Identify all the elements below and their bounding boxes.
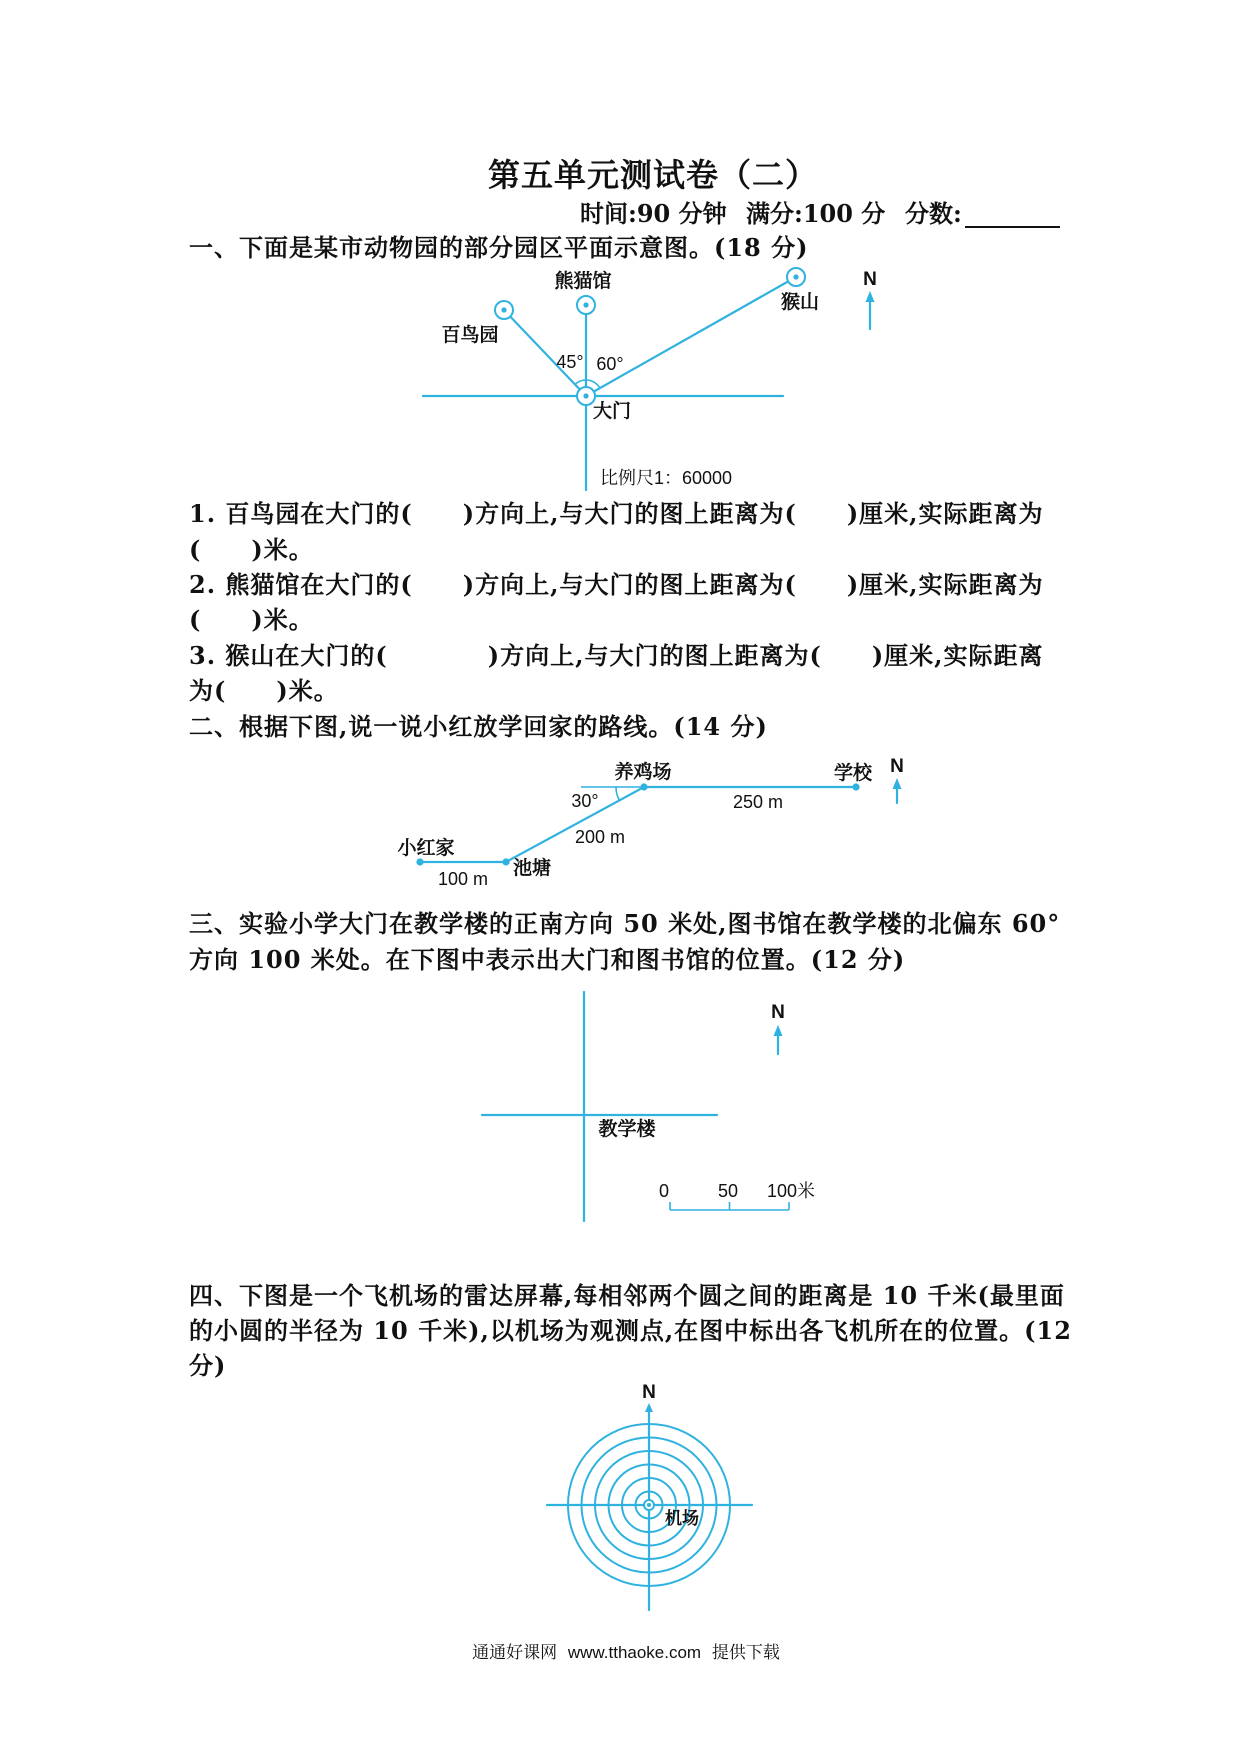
distance-pond-farm: 200 m — [574, 827, 626, 847]
panda-house-marker — [577, 296, 595, 314]
marker-dot — [583, 393, 588, 398]
question-3-line-1: 3. 猴山在大门的( )方向上,与大门的图上距离为( )厘米,实际距离 — [189, 641, 1044, 670]
marker-dot — [583, 302, 588, 307]
pond-label: 池塘 — [512, 857, 552, 879]
section-4-heading-line-1: 四、下图是一个飞机场的雷达屏幕,每相邻两个圆之间的距离是 10 千米(最里面 — [189, 1281, 1065, 1310]
score-blank — [965, 200, 1060, 228]
airport-center-dot — [647, 1503, 651, 1507]
scale-label-0: 0 — [658, 1181, 670, 1201]
score-label: 分数: — [905, 199, 962, 228]
north-label: N — [642, 1382, 656, 1403]
question-2-line-2: ( )米。 — [189, 605, 314, 634]
question-3-line-2: 为( )米。 — [189, 676, 339, 705]
home-label: 小红家 — [397, 837, 455, 859]
angle-label: 30° — [571, 791, 599, 811]
exam-full-score: 满分:100 分 — [746, 199, 886, 228]
question-1-line-1: 1. 百鸟园在大门的( )方向上,与大门的图上距离为( )厘米,实际距离为 — [189, 499, 1044, 528]
page-footer: 通通好课网 www.tthaoke.com 提供下载 — [472, 1643, 780, 1662]
route-to-monkey-hill — [586, 277, 796, 396]
section-3-heading-line-2: 方向 100 米处。在下图中表示出大门和图书馆的位置。(12 分) — [189, 945, 906, 974]
section-1-heading: 一、下面是某市动物园的部分园区平面示意图。(18 分) — [189, 233, 809, 262]
home-point — [416, 858, 423, 865]
zoo-map-diagram — [400, 255, 900, 500]
distance-scale — [659, 1181, 815, 1210]
section-2-heading: 二、根据下图,说一说小红放学回家的路线。(14 分) — [189, 712, 768, 741]
main-gate-label: 大门 — [592, 400, 632, 422]
north-label: N — [771, 1002, 785, 1023]
angle-arc — [616, 787, 619, 800]
map-scale-label: 比例尺1：60000 — [599, 468, 733, 488]
question-2-line-1: 2. 熊猫馆在大门的( )方向上,与大门的图上距离为( )厘米,实际距离为 — [189, 570, 1044, 599]
marker-dot — [501, 307, 506, 312]
exam-time: 时间:90 分钟 — [580, 199, 727, 228]
monkey-hill-marker — [787, 268, 805, 286]
north-label: N — [890, 756, 904, 777]
angle-monkey-label: 60° — [596, 354, 624, 374]
distance-farm-school: 250 m — [732, 792, 784, 812]
marker-dot — [793, 274, 798, 279]
bird-garden-label: 百鸟园 — [441, 324, 499, 346]
pond-point — [502, 858, 509, 865]
panda-house-label: 熊猫馆 — [554, 270, 612, 292]
route-home-diagram — [380, 750, 920, 895]
section-3-heading-line-1: 三、实验小学大门在教学楼的正南方向 50 米处,图书馆在教学楼的北偏东 60° — [189, 909, 1061, 938]
airport-label: 机场 — [665, 1509, 699, 1529]
chicken-farm-point — [640, 783, 647, 790]
page-title: 第五单元测试卷（二） — [487, 156, 818, 194]
chicken-farm-label: 养鸡场 — [614, 761, 672, 783]
north-label: N — [863, 269, 877, 290]
scale-label-50: 50 — [717, 1181, 739, 1201]
section-4-heading-line-2: 的小圆的半径为 10 千米),以机场为观测点,在图中标出各飞机所在的位置。(12 — [189, 1316, 1072, 1345]
north-arrow-icon — [645, 1403, 653, 1412]
teaching-building-label: 教学楼 — [598, 1118, 656, 1140]
bird-garden-marker — [495, 301, 513, 319]
school-location-diagram — [470, 985, 820, 1230]
scale-label-100: 100米 — [766, 1181, 816, 1201]
distance-home-pond: 100 m — [437, 869, 489, 889]
section-4-heading-line-3: 分) — [189, 1351, 227, 1380]
question-1-line-2: ( )米。 — [189, 535, 314, 564]
school-label: 学校 — [833, 762, 873, 784]
radar-screen-diagram — [540, 1380, 760, 1620]
school-point — [852, 783, 859, 790]
angle-bird-label: 45° — [556, 352, 584, 372]
monkey-hill-label: 猴山 — [780, 291, 820, 313]
